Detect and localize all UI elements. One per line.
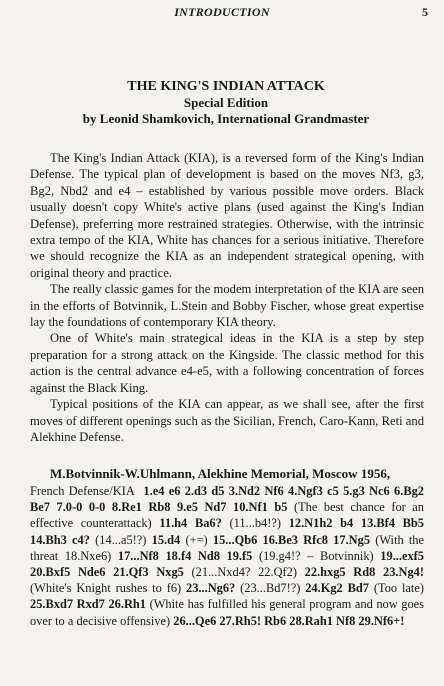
move-sequence: 12.N1h2 b4 13.Bf4 Bb5 14.Bh3 c4? xyxy=(30,516,424,547)
move-sequence: 25.Bxd7 Rxd7 26.Rh1 xyxy=(30,597,146,612)
running-head: INTRODUCTION xyxy=(174,5,270,19)
move-sequence: 17...Nf8 18.f4 Nd8 19.f5 xyxy=(117,548,253,563)
annotation: (White's Knight rushes to f6) xyxy=(30,581,187,596)
annotation: (+=) xyxy=(180,532,213,547)
move-sequence: 22.hxg5 Rd8 23.Ng4! xyxy=(304,565,424,580)
move-sequence: 23...Ng6? xyxy=(186,581,236,596)
annotation: (White has fulfilled his general program and now goes over to a decisive offensive) xyxy=(30,597,425,628)
annotation: (Too late) xyxy=(368,581,424,596)
paragraph: One of White's main strategical ideas in the KIA is a step by step preparation for a strong attack on the Kingside. The classic method for this action is the central advance e4-e5, with a following concentration of forces against the Black King. xyxy=(30,331,424,395)
move-sequence: 15...Qb6 16.Be3 Rfc8 17.Ng5 xyxy=(212,532,371,547)
page-number: 5 xyxy=(422,5,428,19)
paragraph: The really classic games for the modem interpretation of the KIA are seen in the efforts of Botvinnik, L.Stein and Bobby Fischer, whose great expertise lay the foundations of contemporary KIA theory. xyxy=(30,282,424,330)
game-opening: French Defense/KIA xyxy=(30,484,135,498)
annotation: (23...Bd7!?) xyxy=(235,581,306,596)
move-sequence: 24.Kg2 Bd7 xyxy=(305,581,369,596)
move-sequence: 1.e4 e6 2.d3 d5 3.Nd2 Nf6 4.Ngf3 c5 5.g3 Nc6 6.Bg2 Be7 7.0-0 0-0 8.Re1 Rb8 9.e5 Nd7 10.Nf1 b5 xyxy=(30,484,424,515)
annotation: (The best chance for an effective counterattack) xyxy=(30,500,425,531)
move-sequence: 11.h4 Ba6? xyxy=(159,516,222,531)
body-text xyxy=(30,150,424,445)
annotation: (11...b4!?) xyxy=(221,516,289,531)
game-header: M.Botvinnik-W.Uhlmann, Alekhine Memorial, Moscow 1956, xyxy=(50,466,391,481)
article-title: THE KING'S INDIAN ATTACK xyxy=(127,79,325,94)
move-sequence: 15.d4 xyxy=(151,532,181,547)
annotation: (14...a5!?) xyxy=(89,532,152,547)
move-sequence: 19...exf5 20.Bxf5 Nde6 21.Qf3 Nxg5 xyxy=(30,548,424,580)
paragraph: The King's Indian Attack (KIA), is a reversed form of the King's Indian Defense. The typical plan of development is based on the moves Nf3, g3, Bg2, Nbd2 and e4 – established by various possible move orders. Black usually doesn't copy White's active plans (used against the King's Indian Defense), preferring more restrained strategies. Otherwise, with the intrinsic extra tempo of the KIA, White has chances for a serious initiative. Therefore we should recognize the KIA as an independent strategical opening, with original theory and practice. xyxy=(30,151,424,280)
paragraph: Typical positions of the KIA can appear, as we shall see, after the first moves of different openings such as the Sicilian, French, Caro-Kann, Reti and Alekhine Defense. xyxy=(30,397,424,444)
game-moves xyxy=(30,483,424,629)
article-subtitle: Special Edition xyxy=(183,95,269,110)
game-score xyxy=(30,465,424,629)
move-sequence: 26...Qe6 27.Rh5! Rb6 28.Rah1 Nf8 29.Nf6+! xyxy=(173,613,405,628)
annotation: (19.g4!? – Botvinnik) xyxy=(252,548,381,563)
annotation: (With the threat 18.Nxe6) xyxy=(30,532,424,563)
article-byline: by Leonid Shamkovich, International Grandmaster xyxy=(82,111,370,126)
moves-text xyxy=(30,484,424,628)
title-block xyxy=(30,78,422,127)
annotation: (21...Nxd4? 22.Qf2) xyxy=(183,565,305,580)
